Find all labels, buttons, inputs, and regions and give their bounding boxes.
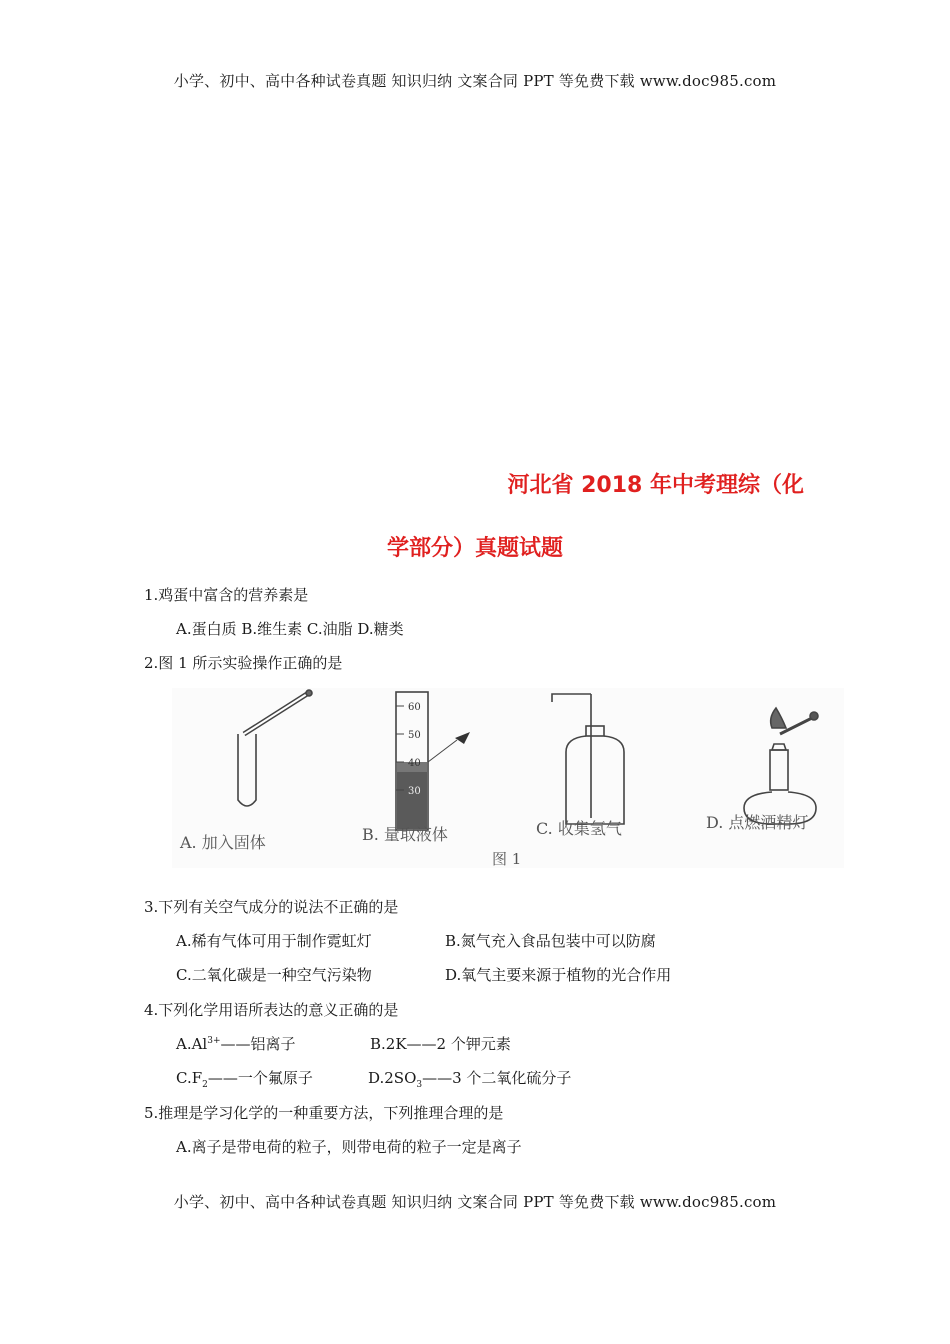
question-3-option-c: C.二氧化碳是一种空气污染物	[176, 966, 372, 984]
option-c-prefix: C.F	[176, 1069, 203, 1087]
cylinder-tick-50: 50	[408, 730, 421, 741]
question-3-option-d: D.氧气主要来源于植物的光合作用	[445, 966, 672, 984]
option-d-subscript: 3	[416, 1080, 423, 1090]
figure-label-a: A. 加入固体	[180, 833, 266, 852]
option-c-subscript: 2	[202, 1080, 208, 1090]
figure-label-c: C. 收集氢气	[536, 819, 622, 838]
figure-1	[172, 688, 844, 868]
option-a-charge: 3+	[207, 1036, 221, 1046]
question-2-stem: 2.图 1 所示实验操作正确的是	[144, 654, 343, 672]
question-3-stem: 3.下列有关空气成分的说法不正确的是	[144, 898, 399, 916]
option-a-meaning: ——铝离子	[220, 1035, 296, 1053]
cylinder-tick-60: 60	[408, 702, 421, 713]
figure-label-b: B. 量取液体	[362, 825, 448, 844]
question-1-stem: 1.鸡蛋中富含的营养素是	[144, 586, 309, 604]
question-5-option-a: A.离子是带电荷的粒子，则带电荷的粒子一定是离子	[176, 1138, 522, 1156]
option-d-prefix: D.2SO	[368, 1069, 417, 1087]
question-3-option-b: B.氮气充入食品包装中可以防腐	[445, 932, 656, 950]
question-4-option-a	[176, 1033, 296, 1054]
option-c-meaning: ——一个氟原子	[207, 1069, 313, 1087]
title-line-1: 河北省 2018 年中考理综（化	[507, 473, 804, 498]
title-line-2: 学部分）真题试题	[386, 536, 563, 561]
page-footer: 小学、初中、高中各种试卷真题 知识归纳 文案合同 PPT 等免费下载 www.doc985.com	[173, 1193, 777, 1211]
figure-caption: 图 1	[492, 850, 522, 868]
figure-label-d: D. 点燃酒精灯	[706, 813, 809, 832]
question-5-stem: 5.推理是学习化学的一种重要方法，下列推理合理的是	[144, 1104, 504, 1122]
question-1-options: A.蛋白质 B.维生素 C.油脂 D.糖类	[176, 620, 404, 638]
cylinder-tick-30: 30	[408, 786, 421, 797]
option-d-meaning: ——3 个二氧化硫分子	[422, 1069, 572, 1087]
page-header: 小学、初中、高中各种试卷真题 知识归纳 文案合同 PPT 等免费下载 www.doc985.com	[173, 72, 777, 90]
question-3-option-a: A.稀有气体可用于制作霓虹灯	[176, 932, 372, 950]
option-a-prefix: A.Al	[176, 1035, 208, 1053]
question-4-option-c	[176, 1067, 313, 1090]
question-4-option-b: B.2K——2 个钾元素	[370, 1035, 511, 1053]
cylinder-tick-40: 40	[408, 758, 421, 769]
question-4-option-d	[368, 1067, 571, 1090]
question-4-stem: 4.下列化学用语所表达的意义正确的是	[144, 1001, 399, 1019]
